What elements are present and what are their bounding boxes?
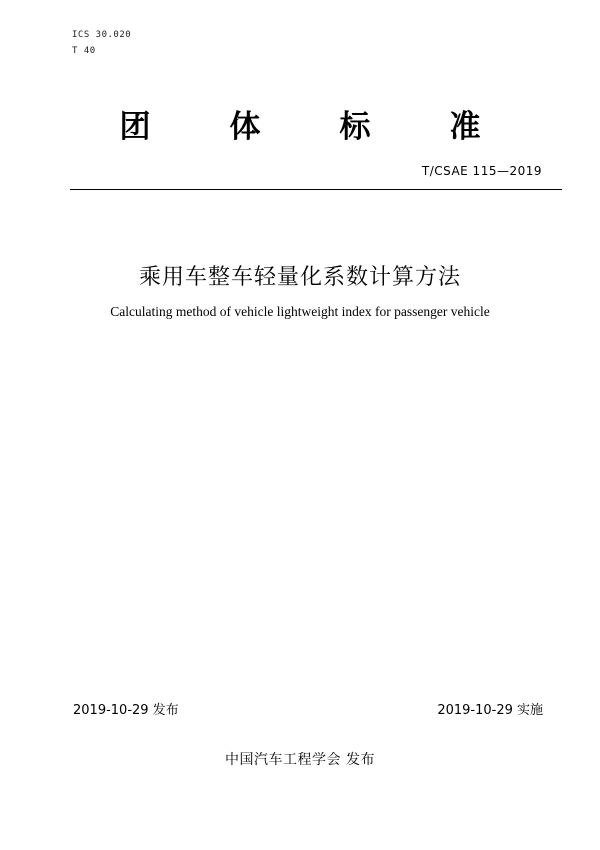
standard-type-char: 标 [339,109,371,145]
title-english: Calculating method of vehicle lightweight index for passenger vehicle [110,304,490,319]
standard-type-char: 团 [119,109,151,145]
standard-type-char: 体 [229,109,261,145]
ccs-code: T 40 [72,46,96,56]
ics-code: ICS 30.020 [72,30,132,40]
issue-date: 2019-10-29 发布 [73,703,179,718]
title-chinese: 乘用车整车轻量化系数计算方法 [138,265,461,290]
standard-type-char: 准 [449,109,481,145]
publisher: 中国汽车工程学会 发布 [225,752,375,768]
implementation-date: 2019-10-29 实施 [437,703,543,718]
standard-number: T/CSAE 115—2019 [421,164,542,178]
standard-type-heading [0,108,600,146]
header-divider [70,189,562,190]
